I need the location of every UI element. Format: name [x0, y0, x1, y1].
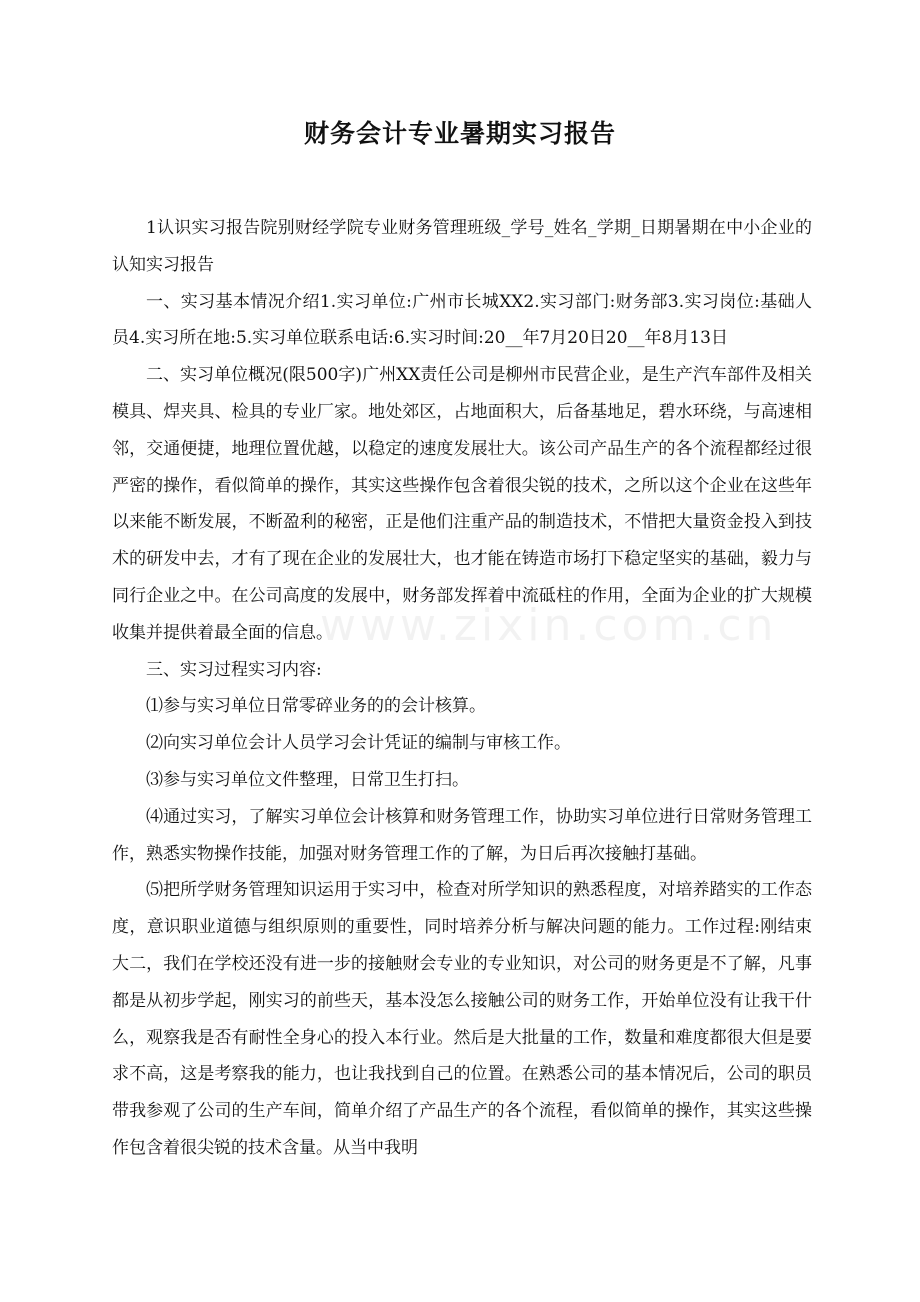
paragraph-company-overview: 二、实习单位概况(限500字)广州XX责任公司是柳州市民营企业，是生产汽车部件及相关模具、焊夹具、检具的专业厂家。地处郊区，占地面积大，后备基地足，碧水环绕，与高速相邻，交通便捷，地理位置优越，以稳定的速度发展壮大。该公司产品生产的各个流程都经过很严密的操作，看似简单的操作，其实这些操作包含着很尖锐的技术，之所以这个企业在这些年以来能不断发展，不断盈利的秘密，正是他们注重产品的制造技术，不惜把大量资金投入到技术的研发中去，才有了现在企业的发展壮大，也才能在铸造市场打下稳定坚实的基础，毅力与同行企业之中。在公司高度的发展中，财务部发挥着中流砥柱的作用，全面为企业的扩大规模收集并提供着最全面的信息。 — [112, 365, 812, 643]
paragraph-item-2: ⑵向实习单位会计人员学习会计凭证的编制与审核工作。 — [146, 733, 571, 754]
document-title: 财务会计专业暑期实习报告 — [303, 119, 616, 148]
paragraph-item-4: ⑷通过实习，了解实习单位会计核算和财务管理工作，协助实习单位进行日常财务管理工作，熟悉实物操作技能，加强对财务管理工作的了解，为日后再次接触打基础。 — [112, 806, 812, 864]
paragraph-basic-info: 一、实习基本情况介绍1.实习单位:广州市长城XX2.实习部门:财务部3.实习岗位:基础人员4.实习所在地:5.实习单位联系电话:6.实习时间:20__年7月20日20__年8月13日 — [112, 291, 812, 349]
paragraph-header: 1认识实习报告院别财经学院专业财务管理班级_学号_姓名_学期_日期暑期在中小企业的认知实习报告 — [112, 218, 812, 275]
document-body — [112, 210, 812, 1167]
paragraph-item-3: ⑶参与实习单位文件整理，日常卫生打扫。 — [146, 769, 469, 790]
watermark: www.zixin.com.cn — [320, 600, 778, 651]
paragraph-item-5: ⑸把所学财务管理知识运用于实习中，检查对所学知识的熟悉程度，对培养踏实的工作态度，意识职业道德与组织原则的重要性，同时培养分析与解决问题的能力。工作过程:刚结束大二，我们在学校还没有进一步的接触财会专业的专业知识，对公司的财务更是不了解，凡事都是从初步学起，刚实习的前些天，基本没怎么接触公司的财务工作，开始单位没有让我干什么，观察我是否有耐性全身心的投入本行业。然后是大批量的工作，数量和难度都很大但是要求不高，这是考察我的能力，也让我找到自己的位置。在熟悉公司的基本情况后，公司的职员带我参观了公司的生产车间，简单介绍了产品生产的各个流程，看似简单的操作，其实这些操作包含着很尖锐的技术含量。从当中我明 — [112, 880, 812, 1158]
paragraph-item-1: ⑴参与实习单位日常零碎业务的的会计核算。 — [146, 696, 486, 717]
paragraph-process-heading: 三、实习过程实习内容: — [146, 659, 322, 680]
